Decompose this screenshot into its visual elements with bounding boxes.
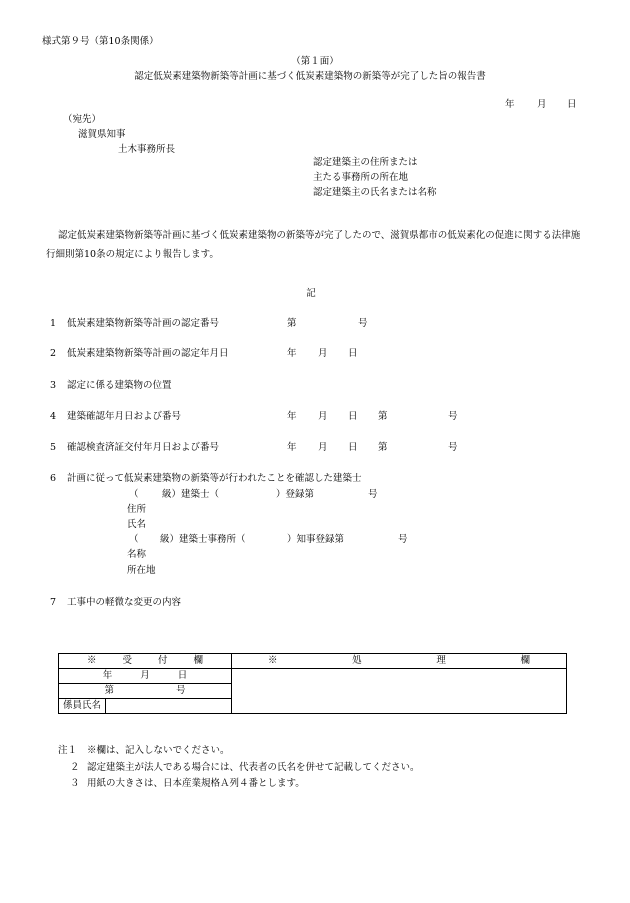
architect-name-label: 氏名 [127, 519, 147, 530]
item-day: 日 [348, 442, 358, 453]
receipt-day: 日 [177, 670, 188, 682]
receipt-year: 年 [102, 670, 113, 682]
item-label: 計画に従って低炭素建築物の新築等が行われたことを確認した建築士 [67, 473, 362, 484]
item-day: 日 [348, 411, 358, 422]
receipt-header: ※受付欄 [59, 654, 232, 669]
reception-table [58, 653, 567, 714]
receipt-month: 月 [140, 670, 150, 682]
office-location-label: 所在地 [127, 565, 156, 576]
item-number: 1 [50, 318, 57, 329]
item-number: 5 [50, 442, 57, 453]
addressee-label: （宛先） [63, 114, 102, 125]
item-day: 日 [348, 348, 358, 359]
page-label: （第１面） [291, 56, 339, 67]
form-number: 様式第９号（第10条関係） [42, 36, 159, 47]
architect-registration: ）登録第 [276, 489, 315, 500]
item-number: 7 [50, 597, 57, 608]
item-number: 4 [50, 411, 57, 422]
note-text: ※欄は、記入しないでください。 [87, 745, 230, 756]
item-label: 建築確認年月日および番号 [67, 411, 182, 422]
applicant-address-label: 認定建築主の住所または [313, 157, 418, 168]
item-go: 号 [358, 318, 368, 329]
item-label: 認定に係る建築物の位置 [67, 380, 172, 391]
addressee-governor: 滋賀県知事 [78, 129, 126, 140]
item-year: 年 [287, 411, 297, 422]
item-number: 6 [50, 473, 57, 484]
architect-go: 号 [368, 489, 378, 500]
item-dai: 第 [287, 318, 297, 329]
body-paragraph: 認定低炭素建築物新築等計画に基づく低炭素建築物の新築等が完了したので、滋賀県都市の低炭素化の促進に関する法律施行細則第10条の規定により報告します。 [46, 230, 581, 260]
item-dai: 第 [378, 411, 388, 422]
date-month-label: 月 [537, 99, 547, 110]
architect-grade: 級）建築士（ [162, 489, 220, 500]
note-text: 認定建築主が法人である場合には、代表者の氏名を併せて記載してください。 [87, 762, 420, 773]
item-label: 低炭素建築物新築等計画の認定番号 [67, 318, 220, 329]
item-month: 月 [318, 348, 328, 359]
architect-open-paren: （ [129, 489, 139, 500]
note-label: 注１ [58, 745, 78, 756]
office-name-label: 名称 [127, 549, 147, 560]
date-day-label: 日 [567, 99, 577, 110]
document-title: 認定低炭素建築物新築等計画に基づく低炭素建築物の新築等が完了した旨の報告書 [134, 71, 486, 82]
item-label: 確認検査済証交付年月日および番号 [67, 442, 220, 453]
applicant-name-label: 認定建築主の氏名または名称 [313, 187, 437, 198]
ki-heading: 記 [306, 288, 316, 299]
architect-address-label: 住所 [127, 504, 147, 515]
applicant-office-label: 主たる事務所の所在地 [313, 172, 409, 183]
staff-name-cell[interactable] [106, 699, 232, 714]
item-label: 低炭素建築物新築等計画の認定年月日 [67, 348, 229, 359]
item-dai: 第 [378, 442, 388, 453]
office-registration: ）知事登録第 [287, 534, 345, 545]
date-year-label: 年 [505, 99, 515, 110]
item-month: 月 [318, 442, 328, 453]
note-label: ３ [70, 778, 80, 789]
receipt-go: 号 [176, 685, 186, 697]
receipt-dai: 第 [104, 685, 114, 697]
item-year: 年 [287, 442, 297, 453]
item-year: 年 [287, 348, 297, 359]
processing-header: ※処理欄 [232, 654, 567, 669]
office-open-paren: （ [129, 534, 139, 545]
receipt-number-cell[interactable] [59, 684, 232, 699]
item-label: 工事中の軽微な変更の内容 [67, 597, 182, 608]
item-go: 号 [448, 442, 458, 453]
staff-label: 係員氏名 [59, 699, 106, 714]
processing-cell[interactable] [232, 669, 567, 714]
office-go: 号 [398, 534, 408, 545]
receipt-date-cell[interactable] [59, 669, 232, 684]
addressee-office: 土木事務所長 [118, 144, 176, 155]
item-number: 3 [50, 380, 57, 391]
item-go: 号 [448, 411, 458, 422]
item-number: 2 [50, 348, 57, 359]
note-text: 用紙の大きさは、日本産業規格Ａ列４番とします。 [87, 778, 305, 789]
note-label: ２ [70, 762, 80, 773]
office-grade: 級）建築士事務所（ [160, 534, 246, 545]
item-month: 月 [318, 411, 328, 422]
